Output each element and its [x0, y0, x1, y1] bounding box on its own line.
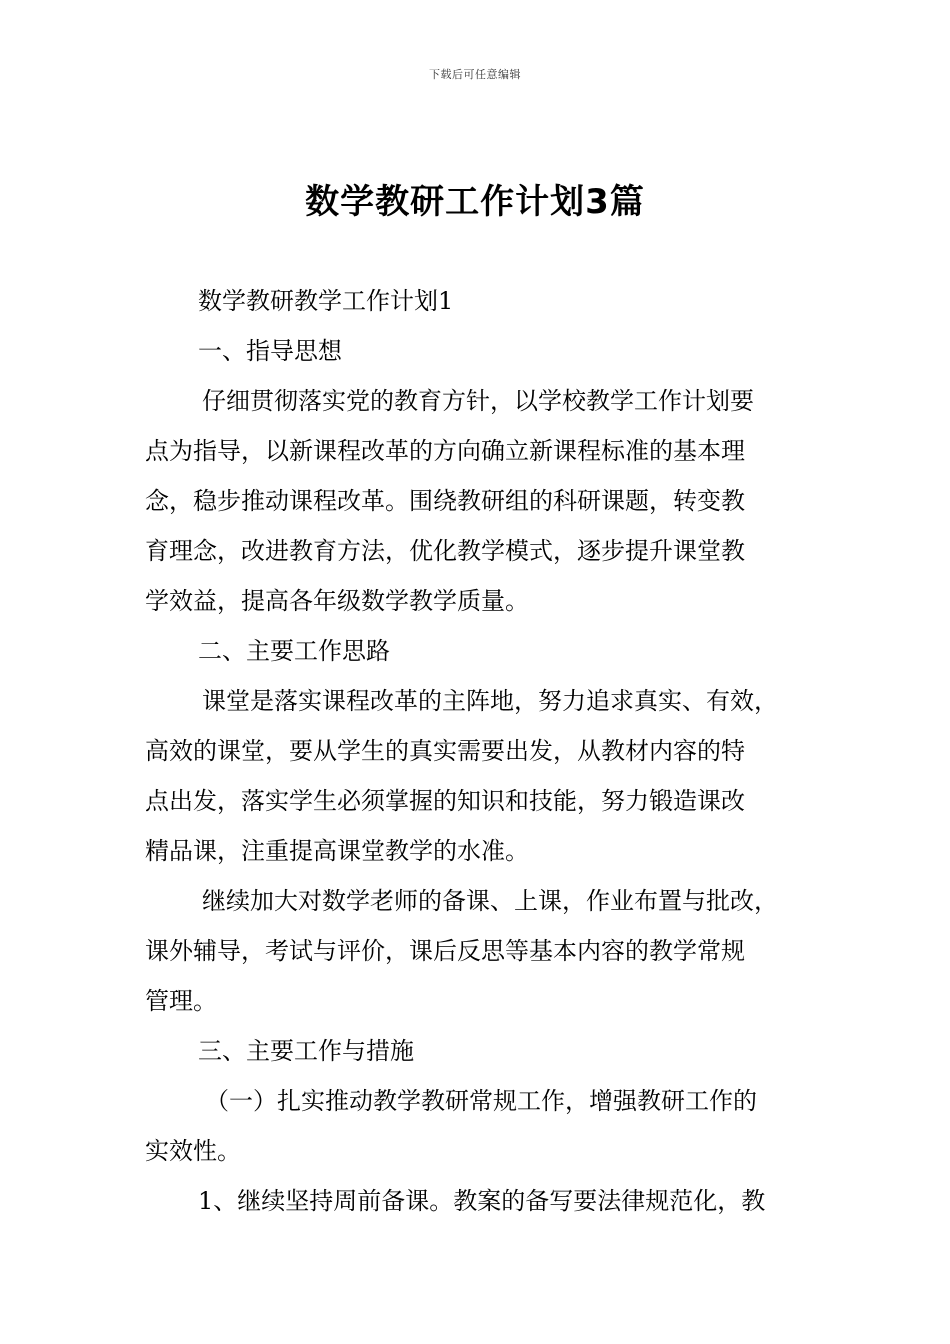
document-body — [145, 276, 810, 1226]
section-heading-3: 三、主要工作与措施 — [198, 1037, 414, 1065]
paragraph-line: 学效益，提高各年级数学教学质量。 — [145, 587, 529, 615]
paragraph-line: 点为指导，以新课程改革的方向确立新课程标准的基本理 — [145, 437, 745, 465]
paragraph-line: 课外辅导，考试与评价，课后反思等基本内容的教学常规 — [145, 937, 745, 965]
paragraph-line: 精品课，注重提高课堂教学的水准。 — [145, 837, 529, 865]
paragraph-line: 管理。 — [145, 987, 217, 1015]
paragraph-line: 1、继续坚持周前备课。教案的备写要法律规范化，教 — [198, 1187, 766, 1215]
section-heading-2: 二、主要工作思路 — [198, 637, 390, 665]
page-title: 数学教研工作计划3篇 — [305, 182, 645, 222]
paragraph-line: 念，稳步推动课程改革。围绕教研组的科研课题，转变教 — [145, 487, 745, 515]
section-heading-1: 一、指导思想 — [198, 337, 342, 365]
paragraph-line: 高效的课堂，要从学生的真实需要出发，从教材内容的特 — [145, 737, 745, 765]
subtitle: 数学教研教学工作计划1 — [198, 287, 454, 315]
paragraph-line: 育理念，改进教育方法，优化教学模式，逐步提升课堂教 — [145, 537, 745, 565]
paragraph-line: 仔细贯彻落实党的教育方针，以学校教学工作计划要 — [202, 387, 754, 415]
paragraph-line: （一）扎实推动教学教研常规工作，增强教研工作的 — [205, 1087, 757, 1115]
paragraph-line: 实效性。 — [145, 1137, 241, 1165]
paragraph-line: 继续加大对数学老师的备课、上课，作业布置与批改， — [202, 887, 778, 915]
header-note: 下载后可任意编辑 — [429, 68, 521, 81]
paragraph-line: 课堂是落实课程改革的主阵地，努力追求真实、有效， — [202, 687, 778, 715]
paragraph-line: 点出发，落实学生必须掌握的知识和技能，努力锻造课改 — [145, 787, 745, 815]
